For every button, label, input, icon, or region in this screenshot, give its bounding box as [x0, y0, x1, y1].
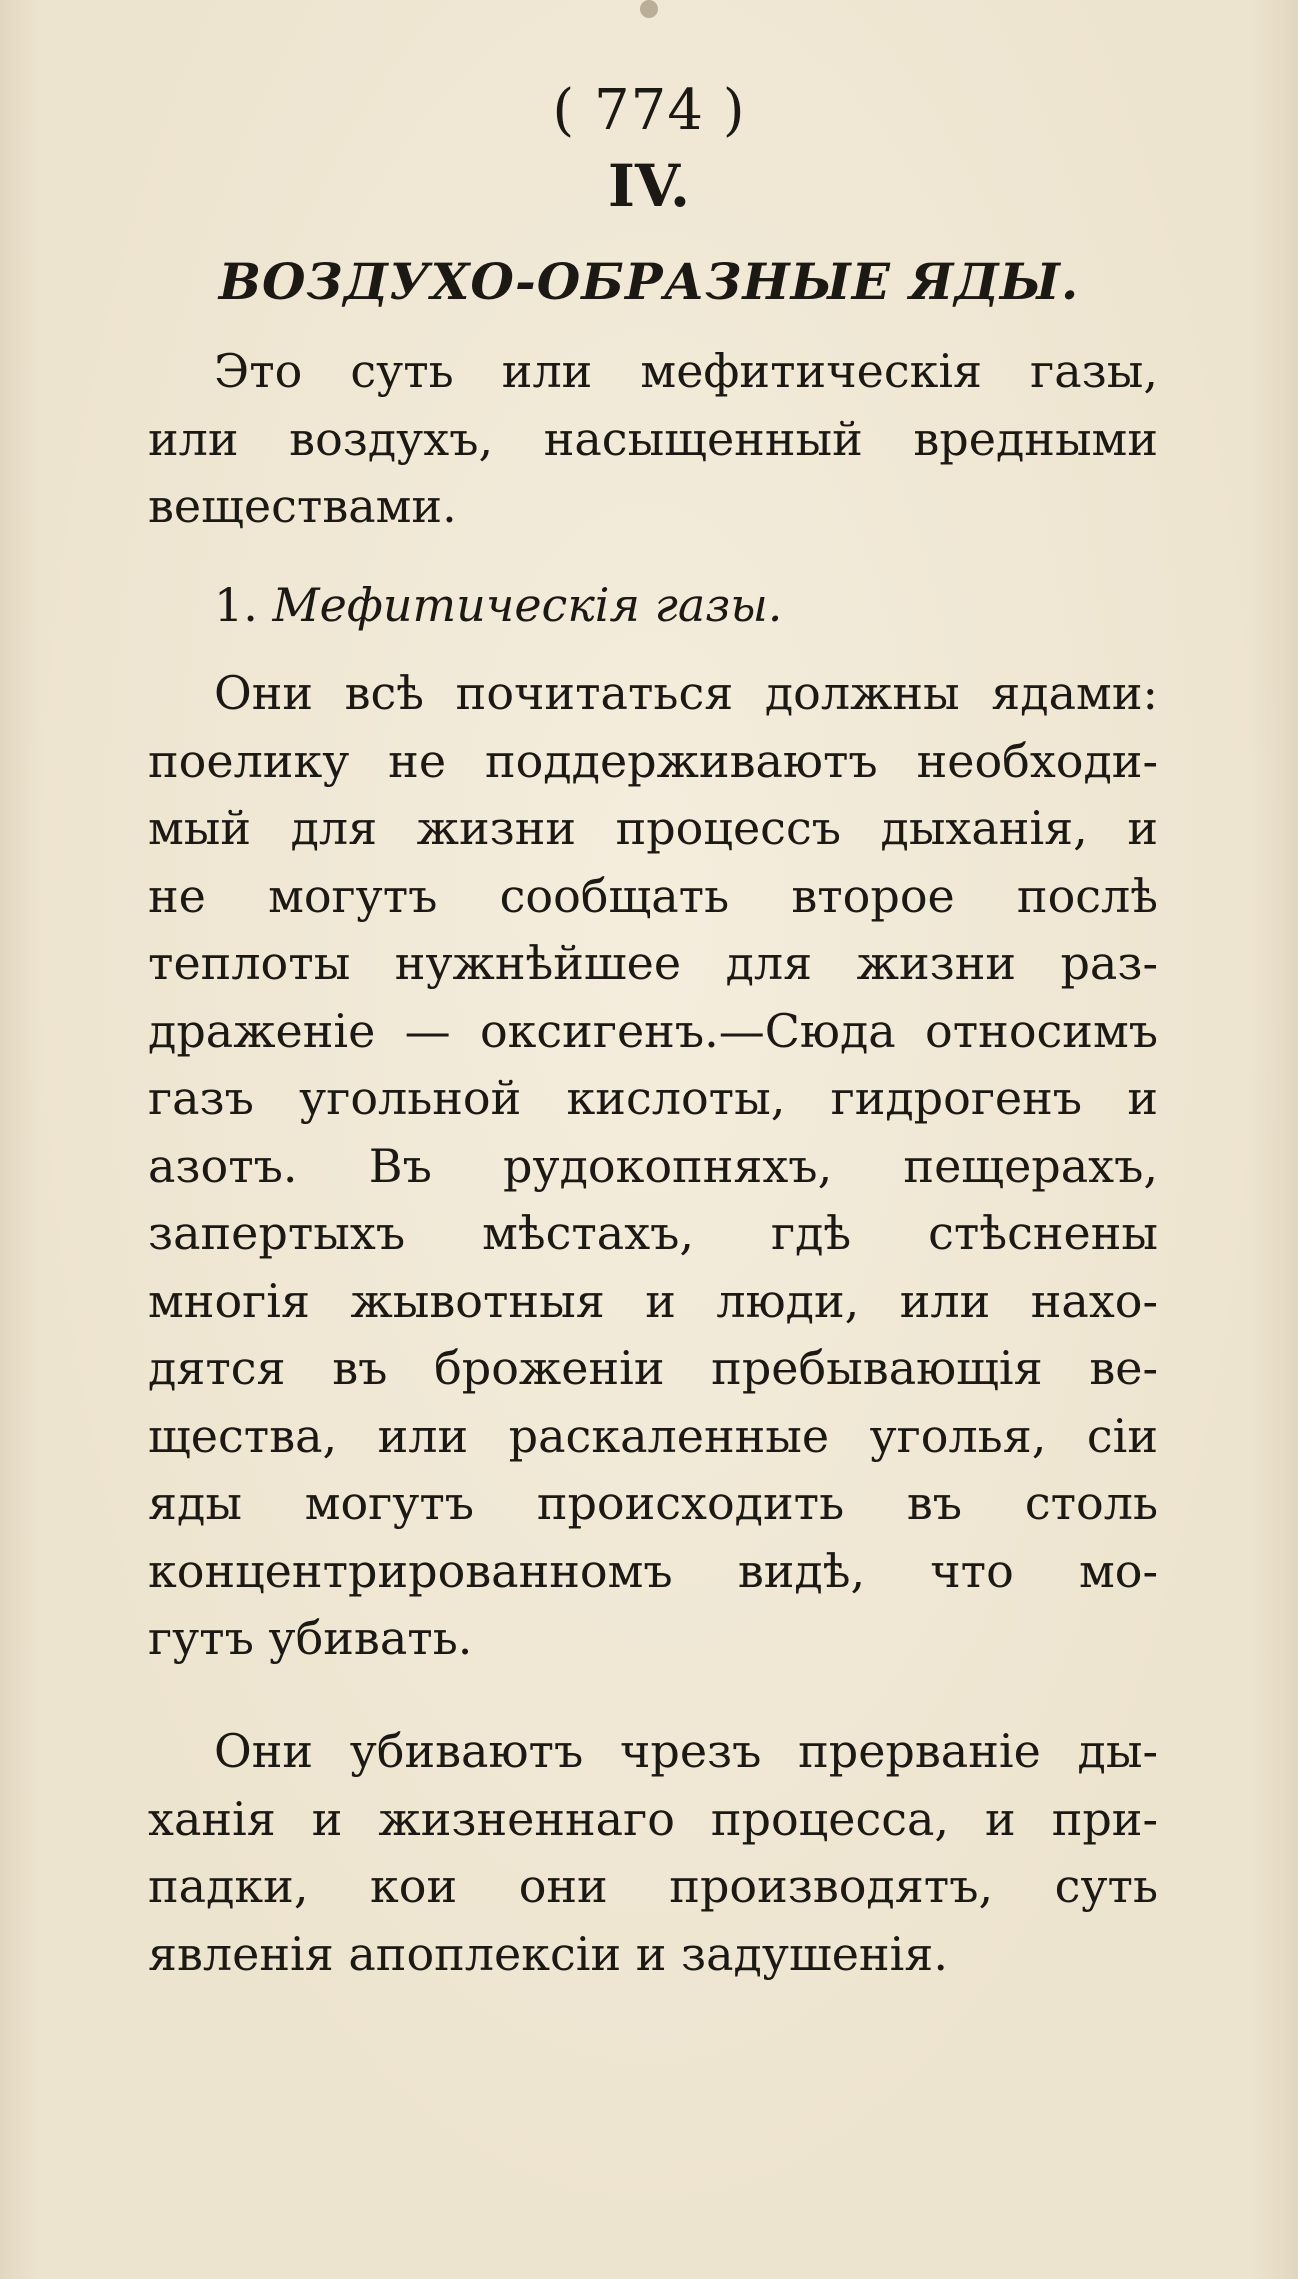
text-line: поелику не поддерживаютъ необходи- [148, 733, 1158, 788]
text-line: драженіе — оксигенъ.—Сюда относимъ [148, 1003, 1158, 1058]
text-line: щества, или раскаленные уголья, сіи [148, 1408, 1158, 1463]
text-line: Это суть или мефитическія газы, [214, 344, 1158, 398]
text-line: яды могутъ происходить въ столь [148, 1476, 1158, 1530]
ink-blot [640, 0, 658, 18]
text-line: запертыхъ мѣстахъ, гдѣ стѣснены [148, 1206, 1158, 1260]
text-line: гутъ убивать. [148, 1611, 473, 1665]
subsection-title: Мефитическія газы. [272, 578, 783, 632]
subsection-heading [214, 578, 782, 632]
text-line: веществами. [148, 479, 457, 533]
subsection-number: 1. [214, 578, 258, 632]
text-line: или воздухъ, насыщенный вредными [148, 411, 1158, 466]
text-line: дятся въ броженіи пребывающія ве- [148, 1341, 1158, 1395]
body-paragraph [148, 1718, 1158, 1988]
text-line: концентрированномъ видѣ, что мо- [148, 1543, 1158, 1598]
section-number: IV. [607, 152, 691, 220]
text-line: Они убиваютъ чрезъ прерваніе ды- [214, 1724, 1158, 1778]
text-line: азотъ. Въ рудокопняхъ, пещерахъ, [148, 1138, 1158, 1193]
body-paragraph [148, 660, 1158, 1673]
section-title: ВОЗДУХО-ОБРАЗНЫЕ ЯДЫ. [218, 252, 1080, 311]
text-line: теплоты нужнѣйшее для жизни раз- [148, 936, 1158, 990]
text-line: не могутъ сообщать второе послѣ [148, 868, 1158, 923]
text-line: газъ угольной кислоты, гидрогенъ и [148, 1071, 1158, 1125]
text-line: Они всѣ почитаться должны ядами: [214, 666, 1158, 720]
text-line: явленія апоплексіи и задушенія. [148, 1926, 948, 1981]
text-line: многія жывотныя и люди, или нахо- [148, 1273, 1158, 1328]
page-number: ( 774 ) [552, 78, 746, 143]
text-line: падки, кои они производятъ, суть [148, 1859, 1158, 1913]
text-line: ханія и жизненнаго процесса, и при- [148, 1791, 1158, 1846]
intro-paragraph [148, 338, 1158, 541]
text-line: мый для жизни процессъ дыханія, и [148, 801, 1158, 855]
